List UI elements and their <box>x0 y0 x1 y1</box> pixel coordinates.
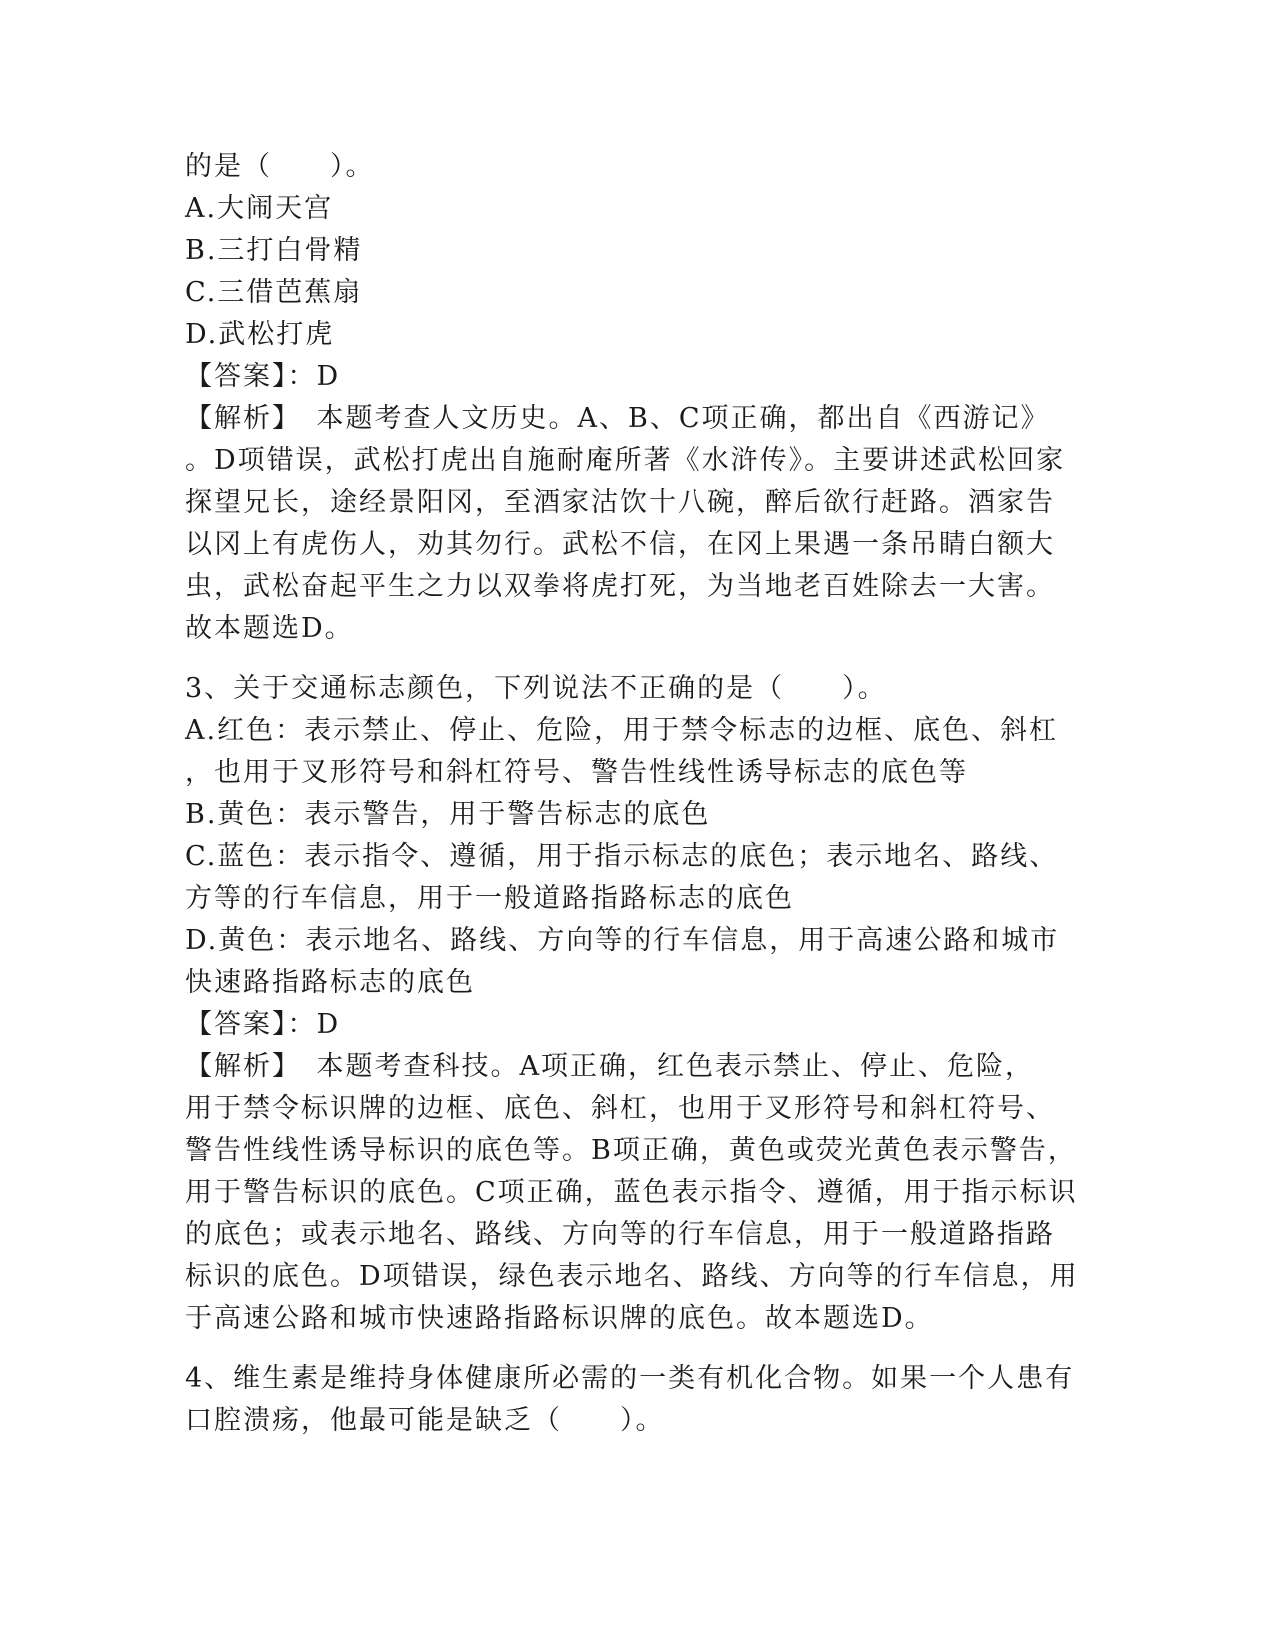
question-2-analysis-line: 探望兄长，途经景阳冈，至酒家沽饮十八碗，醉后欲行赶路。酒家告 <box>185 487 1055 518</box>
question-spacer <box>185 650 1085 668</box>
question-3-analysis-line: 用于警告标识的底色。C项正确，蓝色表示指令、遵循，用于指示标识 <box>185 1177 1078 1208</box>
question-3-analysis-line: 标识的底色。D项错误，绿色表示地名、路线、方向等的行车信息，用 <box>185 1261 1079 1292</box>
question-2-option-a: A.大闹天宫 <box>185 193 334 224</box>
question-spacer <box>185 1340 1085 1358</box>
question-3-analysis-line: 【解析】 本题考查科技。A项正确，红色表示禁止、停止、危险， <box>185 1051 1034 1082</box>
question-2-analysis-line: 故本题选D。 <box>185 613 354 644</box>
question-2-analysis-line: 虫，武松奋起平生之力以双拳将虎打死，为当地老百姓除去一大害。 <box>185 571 1055 602</box>
question-3-analysis-line: 警告性线性诱导标识的底色等。B项正确，黄色或荧光黄色表示警告， <box>185 1135 1077 1166</box>
question-3-analysis-line: 于高速公路和城市快速路指路标识牌的底色。故本题选D。 <box>185 1303 934 1334</box>
question-2-analysis-line: 。D项错误，武松打虎出自施耐庵所著《水浒传》。主要讲述武松回家 <box>185 445 1066 476</box>
question-2-analysis-line: 以冈上有虎伤人，劝其勿行。武松不信，在冈上果遇一条吊睛白额大 <box>185 529 1055 560</box>
question-2-option-b: B.三打白骨精 <box>185 235 363 266</box>
question-3-option-d-cont: 快速路指路标志的底色 <box>185 967 475 998</box>
question-3-option-c-cont: 方等的行车信息，用于一般道路指路标志的底色 <box>185 883 794 914</box>
question-3-stem: 3、关于交通标志颜色，下列说法不正确的是（ ）。 <box>185 673 887 704</box>
question-3-analysis-line: 用于禁令标识牌的边框、底色、斜杠，也用于叉形符号和斜杠符号、 <box>185 1093 1055 1124</box>
question-2-option-c: C.三借芭蕉扇 <box>185 277 363 308</box>
question-3-analysis-line: 的底色；或表示地名、路线、方向等的行车信息，用于一般道路指路 <box>185 1219 1055 1250</box>
question-2-stem: 的是（ ）。 <box>185 151 375 182</box>
question-3-option-b: B.黄色：表示警告，用于警告标志的底色 <box>185 799 711 830</box>
question-2-analysis-line: 【解析】 本题考查人文历史。A、B、C项正确，都出自《西游记》 <box>185 403 1050 434</box>
question-2-answer: 【答案】：D <box>185 361 341 392</box>
question-3-option-a: A.红色：表示禁止、停止、危险，用于禁令标志的边框、底色、斜杠 <box>185 715 1059 746</box>
question-3-option-d: D.黄色：表示地名、路线、方向等的行车信息，用于高速公路和城市 <box>185 925 1060 956</box>
question-4-stem: 4、维生素是维持身体健康所必需的一类有机化合物。如果一个人患有 <box>185 1363 1075 1394</box>
question-3-option-a-cont: ，也用于叉形符号和斜杠符号、警告性线性诱导标志的底色等 <box>185 757 968 788</box>
question-3-option-c: C.蓝色：表示指令、遵循，用于指示标志的底色；表示地名、路线、 <box>185 841 1059 872</box>
question-4-stem-cont: 口腔溃疡，他最可能是缺乏（ ）。 <box>185 1405 665 1436</box>
document-page <box>185 146 1085 1442</box>
question-3-answer: 【答案】：D <box>185 1009 341 1040</box>
question-2-option-d: D.武松打虎 <box>185 319 335 350</box>
